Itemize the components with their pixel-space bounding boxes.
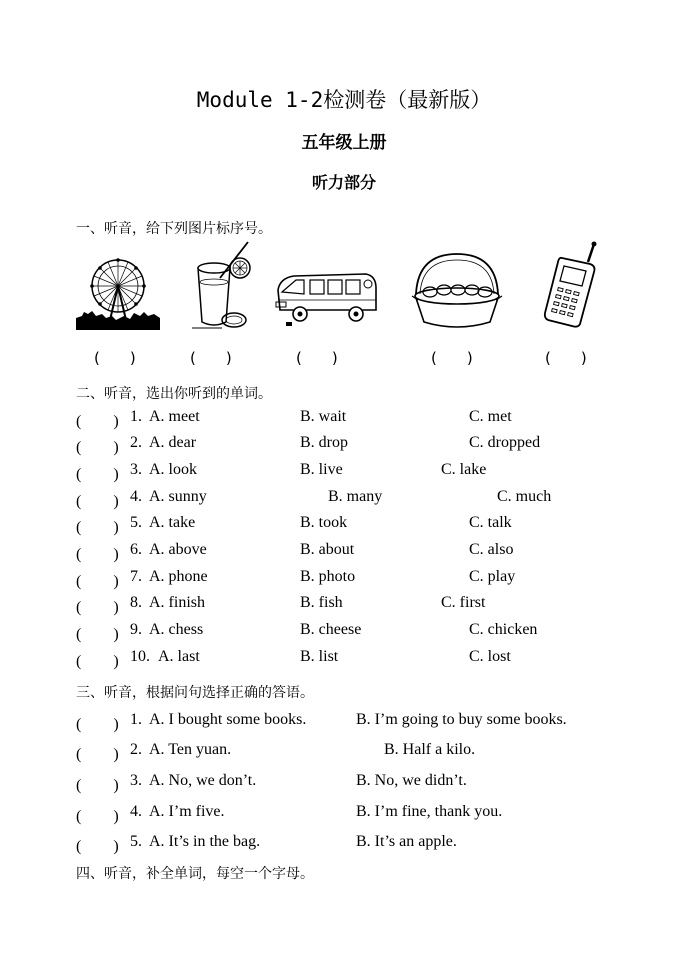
item-number: 1. <box>130 408 142 425</box>
option-a: A. Ten yuan. <box>149 741 232 758</box>
option-a: A. I bought some books. <box>149 711 307 728</box>
option-b: B. live <box>300 461 343 478</box>
item-number: 2. <box>130 741 142 758</box>
option-a: A. No, we don’t. <box>149 772 257 789</box>
option-b: B. I’m going to buy some books. <box>356 711 567 728</box>
answer-blank[interactable]: ( ) <box>76 626 119 643</box>
option-b: B. took <box>300 514 348 531</box>
option-b: B. drop <box>300 434 348 451</box>
option-a: A. dear <box>149 434 197 451</box>
option-c: C. play <box>469 568 516 585</box>
option-c: C. chicken <box>469 621 538 638</box>
picture-blank[interactable]: ( ) <box>296 349 338 367</box>
item-number: 5. <box>130 833 142 850</box>
answer-blank[interactable]: ( ) <box>76 519 119 536</box>
page-title <box>0 84 688 114</box>
answer-blank[interactable]: ( ) <box>76 599 119 616</box>
item-number: 9. <box>130 621 142 638</box>
option-a: A. chess <box>149 621 204 638</box>
item-number: 4. <box>130 803 142 820</box>
picture-blank[interactable]: ( ) <box>94 349 136 367</box>
section3-heading: 三、听音，根据问句选择正确的答语。 <box>76 685 314 701</box>
option-b: B. wait <box>300 408 347 425</box>
option-a: A. sunny <box>149 488 207 505</box>
option-a: A. last <box>158 648 200 665</box>
answer-blank[interactable]: ( ) <box>76 466 119 483</box>
basket-picture <box>408 252 506 332</box>
option-b: B. photo <box>300 568 356 585</box>
item-number: 1. <box>130 711 142 728</box>
section2-heading: 二、听音，选出你听到的单词。 <box>76 386 272 402</box>
option-c: C. much <box>497 488 552 505</box>
juice-picture <box>192 238 254 334</box>
answer-blank[interactable]: ( ) <box>76 777 119 794</box>
answer-blank[interactable]: ( ) <box>76 838 119 855</box>
answer-blank[interactable]: ( ) <box>76 716 119 733</box>
answer-blank[interactable]: ( ) <box>76 573 119 590</box>
option-b: B. I’m fine, thank you. <box>356 803 503 820</box>
part-subtitle: 听力部分 <box>311 173 376 192</box>
item-number: 6. <box>130 541 142 558</box>
answer-blank[interactable]: ( ) <box>76 746 119 763</box>
option-a: A. It’s in the bag. <box>149 833 261 850</box>
option-c: C. first <box>441 594 486 611</box>
bus-picture <box>274 270 380 328</box>
option-b: B. many <box>328 488 383 505</box>
answer-blank[interactable]: ( ) <box>76 493 119 510</box>
item-number: 7. <box>130 568 142 585</box>
item-number: 4. <box>130 488 142 505</box>
option-c: C. lake <box>441 461 487 478</box>
item-number: 10. <box>130 648 150 665</box>
picture-blank[interactable]: ( ) <box>431 349 473 367</box>
title-chinese: 检测卷（最新版） <box>323 88 492 112</box>
section1-heading: 一、听音，给下列图片标序号。 <box>76 221 272 237</box>
option-b: B. It’s an apple. <box>356 833 457 850</box>
option-a: A. above <box>149 541 207 558</box>
mobile-phone-picture <box>540 240 604 330</box>
answer-blank[interactable]: ( ) <box>76 413 119 430</box>
section4-heading: 四、听音，补全单词，每空一个字母。 <box>76 866 314 882</box>
item-number: 5. <box>130 514 142 531</box>
item-number: 3. <box>130 772 142 789</box>
item-number: 8. <box>130 594 142 611</box>
option-b: B. about <box>300 541 355 558</box>
option-b: B. cheese <box>300 621 362 638</box>
option-b: B. list <box>300 648 339 665</box>
answer-blank[interactable]: ( ) <box>76 808 119 825</box>
answer-blank[interactable]: ( ) <box>76 653 119 670</box>
option-a: A. I’m five. <box>149 803 225 820</box>
title-english: Module 1-2 <box>196 88 324 112</box>
item-number: 3. <box>130 461 142 478</box>
grade-subtitle: 五年级上册 <box>301 133 387 153</box>
option-a: A. look <box>149 461 197 478</box>
option-a: A. phone <box>149 568 208 585</box>
option-c: C. dropped <box>469 434 541 451</box>
option-b: B. No, we didn’t. <box>356 772 467 789</box>
option-c: C. also <box>469 541 514 558</box>
option-c: C. talk <box>469 514 512 531</box>
option-c: C. lost <box>469 648 511 665</box>
picture-blank[interactable]: ( ) <box>190 349 232 367</box>
picture-blank[interactable]: ( ) <box>545 349 587 367</box>
option-a: A. finish <box>149 594 205 611</box>
option-c: C. met <box>469 408 512 425</box>
option-a: A. take <box>149 514 196 531</box>
option-b: B. fish <box>300 594 343 611</box>
option-a: A. meet <box>149 408 200 425</box>
answer-blank[interactable]: ( ) <box>76 546 119 563</box>
item-number: 2. <box>130 434 142 451</box>
answer-blank[interactable]: ( ) <box>76 439 119 456</box>
option-b: B. Half a kilo. <box>384 741 476 758</box>
ferris-wheel-picture <box>76 256 160 330</box>
